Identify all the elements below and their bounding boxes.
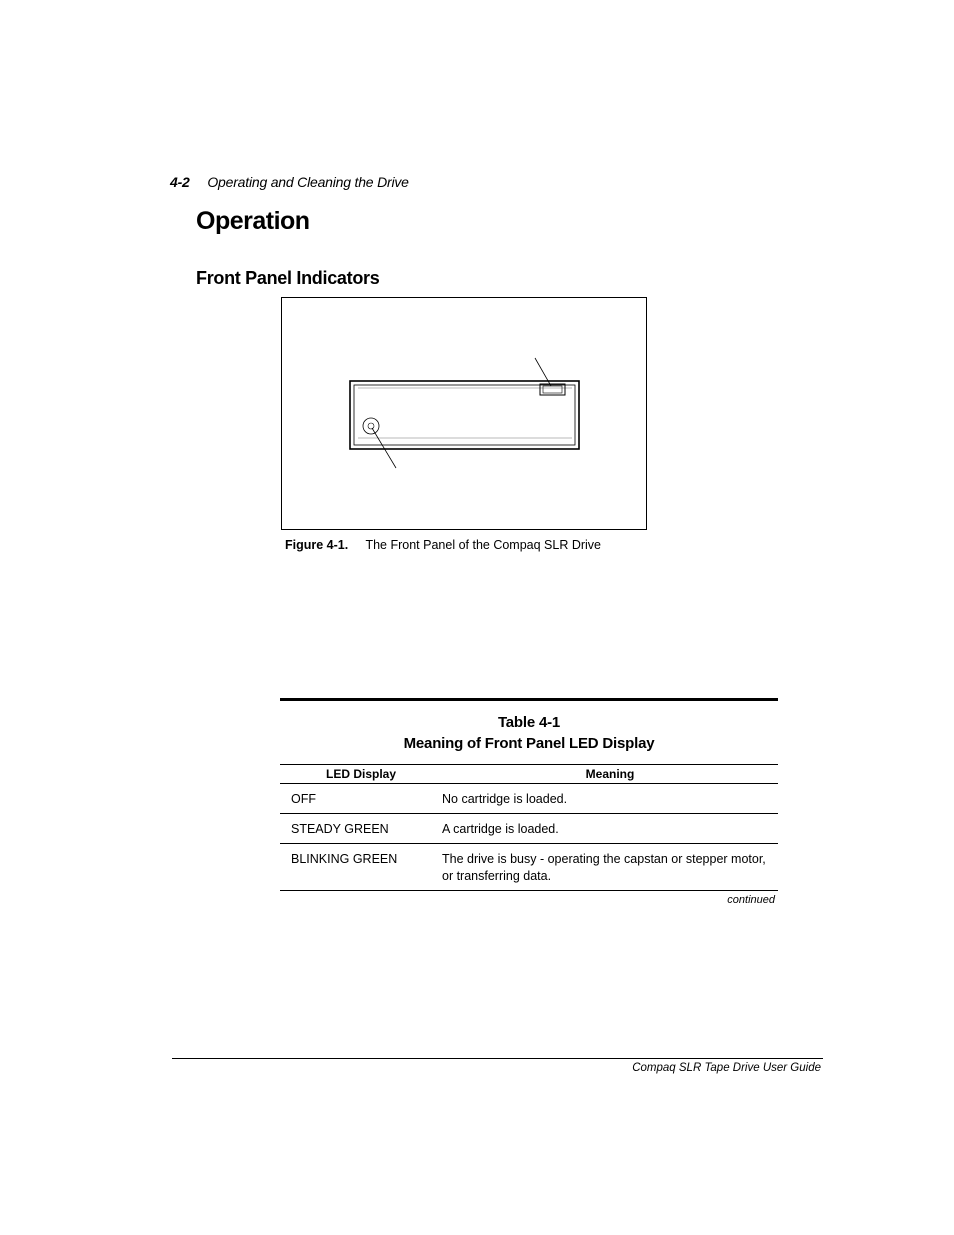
table-top-rule: [280, 698, 778, 701]
figure-front-panel: [281, 297, 647, 530]
chapter-title: Operating and Cleaning the Drive: [207, 174, 409, 190]
cell-meaning: No cartridge is loaded.: [442, 792, 568, 806]
footer-rule: [172, 1058, 823, 1059]
table-row: [280, 814, 778, 844]
running-head: [170, 174, 409, 190]
drive-front-panel-illustration: [282, 298, 648, 531]
figure-label: Figure 4-1.: [285, 538, 349, 552]
cell-led: BLINKING GREEN: [291, 852, 398, 866]
table-caption: Meaning of Front Panel LED Display: [403, 735, 655, 752]
table-header-row: [280, 764, 778, 784]
led-table: [280, 698, 778, 906]
cell-led: OFF: [291, 792, 316, 806]
cell-meaning: A cartridge is loaded.: [442, 822, 559, 836]
table-row: [280, 844, 778, 891]
column-header-led-display: LED Display: [325, 767, 397, 781]
page-number: 4-2: [170, 174, 190, 190]
column-header-meaning: Meaning: [585, 767, 635, 781]
figure-caption-text: The Front Panel of the Compaq SLR Drive: [365, 538, 601, 552]
cell-meaning: The drive is busy - operating the capstan or stepper motor, or transferring data.: [442, 852, 766, 883]
table-continued-note: continued: [727, 894, 775, 906]
cell-led: STEADY GREEN: [291, 822, 389, 836]
table-row: [280, 784, 778, 814]
section-heading: Operation: [196, 207, 310, 235]
footer-title: Compaq SLR Tape Drive User Guide: [632, 1062, 821, 1074]
table-number: Table 4-1: [497, 714, 561, 731]
figure-caption: [285, 538, 601, 552]
subsection-heading: Front Panel Indicators: [196, 268, 380, 288]
table-title: [280, 712, 778, 754]
